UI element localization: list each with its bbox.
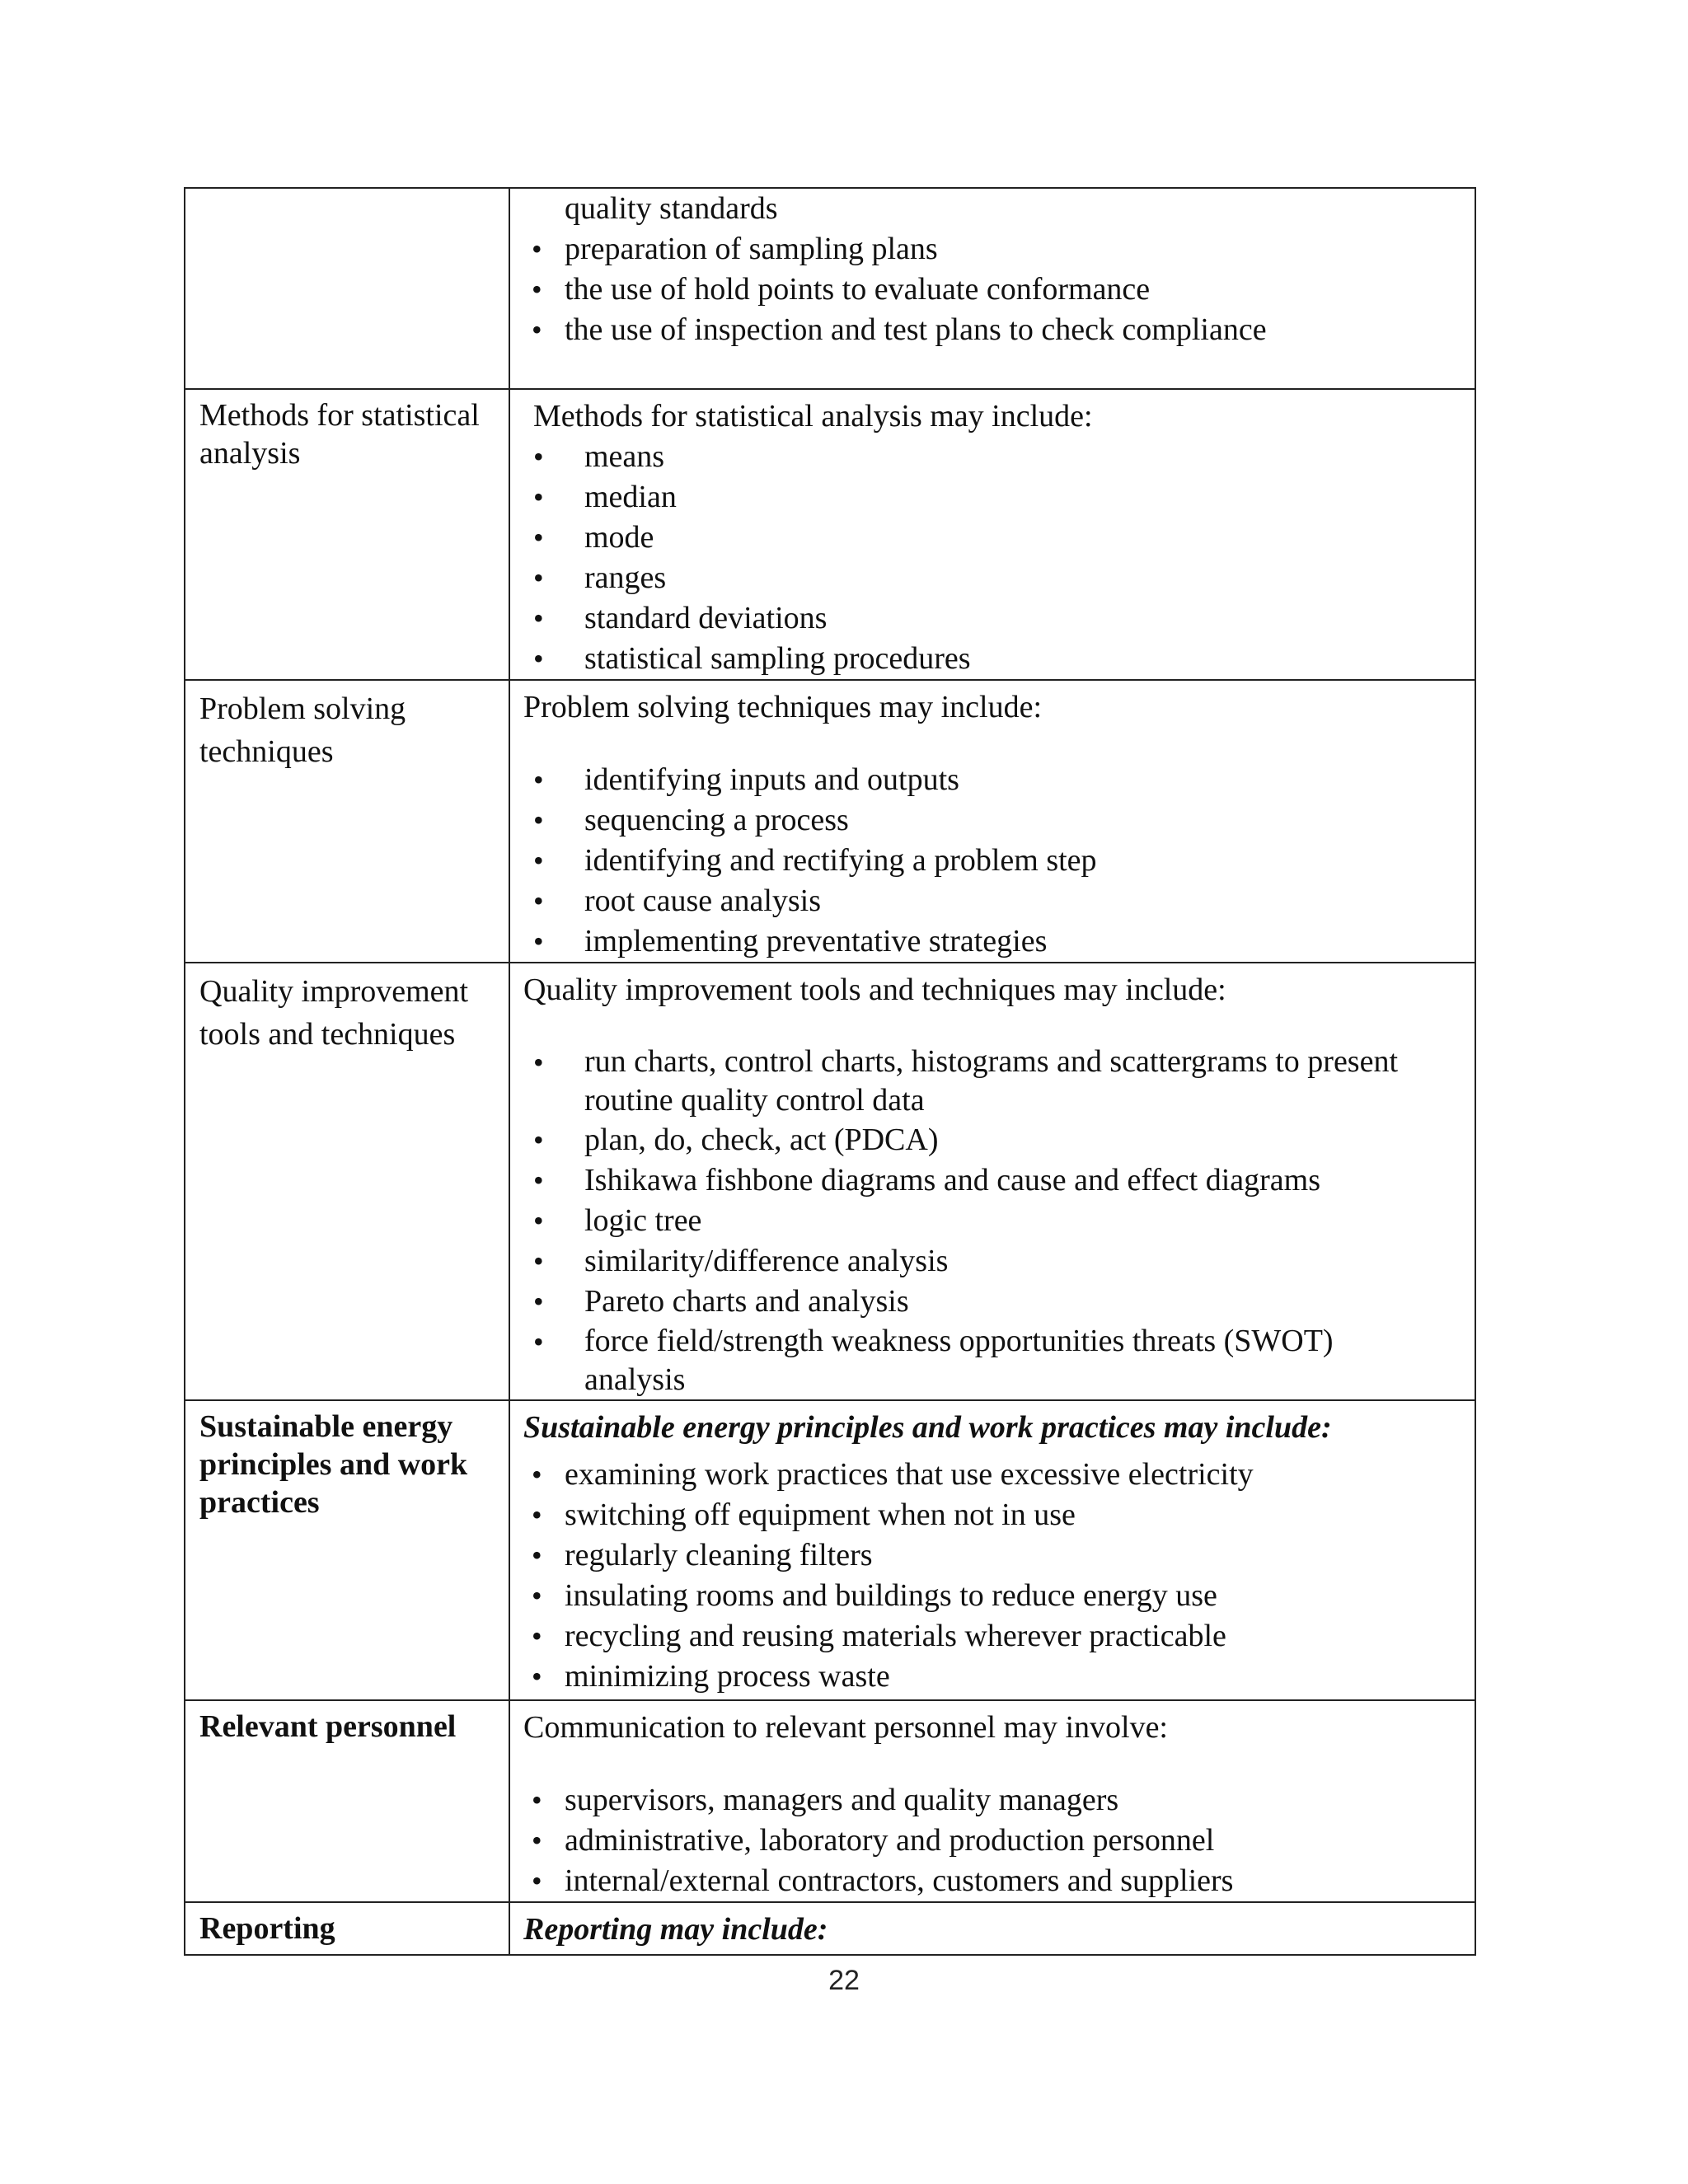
row-label: Quality improvement tools and techniques	[199, 974, 469, 1052]
bullet-list	[510, 1043, 1475, 1399]
list-item: • examining work practices that use excessive electricity	[510, 1455, 1475, 1495]
bullet-icon: •	[532, 1498, 542, 1531]
row-label-cell	[185, 188, 509, 389]
list-item: • plan, do, check, act (PDCA)	[510, 1120, 1475, 1160]
row-intro: Communication to relevant personnel may involve:	[523, 1710, 1168, 1745]
bullet-icon: •	[533, 884, 544, 917]
table-row	[185, 188, 1475, 389]
table-row	[185, 1400, 1475, 1700]
list-item: • supervisors, managers and quality managers	[510, 1780, 1475, 1821]
list-item: • root cause analysis	[510, 881, 1475, 921]
list-item: • insulating rooms and buildings to reduce energy use	[510, 1576, 1475, 1616]
list-item: • sequencing a process	[510, 800, 1475, 841]
row-label-cell	[185, 1902, 509, 1955]
row-label-cell	[185, 1400, 509, 1700]
table-row	[185, 1700, 1475, 1902]
row-label	[185, 189, 509, 195]
row-intro: Reporting may include:	[523, 1912, 828, 1947]
bullet-list	[510, 437, 1475, 679]
bullet-icon: •	[533, 1123, 544, 1156]
list-item: • the use of inspection and test plans to check compliance	[510, 310, 1475, 350]
row-intro: Quality improvement tools and techniques may include:	[523, 972, 1226, 1007]
row-label-cell	[185, 680, 509, 963]
bullet-list	[510, 189, 1475, 350]
bullet-icon: •	[533, 1244, 544, 1277]
list-item: • recycling and reusing materials wherever practicable	[510, 1616, 1475, 1657]
bullet-icon: •	[533, 1164, 544, 1197]
list-item: • internal/external contractors, customers and suppliers	[510, 1861, 1475, 1901]
bullet-icon: •	[533, 844, 544, 877]
list-item: • identifying inputs and outputs	[510, 760, 1475, 800]
list-item: • Ishikawa fishbone diagrams and cause and effect diagrams	[510, 1160, 1475, 1201]
row-intro: Sustainable energy principles and work practices may include:	[523, 1410, 1332, 1445]
row-label: Methods for statistical analysis	[199, 398, 480, 471]
row-label-cell	[185, 389, 509, 680]
list-item: • means	[510, 437, 1475, 477]
row-label: Problem solving techniques	[199, 691, 406, 769]
row-label-cell	[185, 1700, 509, 1902]
bullet-icon: •	[533, 642, 544, 675]
bullet-list	[510, 1780, 1475, 1901]
list-item: • statistical sampling procedures	[510, 639, 1475, 679]
list-item: • Pareto charts and analysis	[510, 1282, 1475, 1322]
row-label: Sustainable energy principles and work practices	[199, 1409, 468, 1520]
bullet-icon: •	[532, 273, 542, 306]
page-number: 22	[828, 1965, 860, 1996]
list-item: • median	[510, 477, 1475, 518]
list-item: • switching off equipment when not in use	[510, 1495, 1475, 1535]
row-label: Relevant personnel	[199, 1709, 457, 1744]
bullet-icon: •	[533, 602, 544, 635]
bullet-icon: •	[532, 313, 542, 346]
row-content-cell	[509, 389, 1475, 680]
bullet-icon: •	[532, 1824, 542, 1857]
bullet-list	[510, 760, 1475, 962]
list-item: • implementing preventative strategies	[510, 921, 1475, 962]
bullet-icon: •	[533, 480, 544, 513]
list-item: • logic tree	[510, 1201, 1475, 1241]
list-item: • mode	[510, 518, 1475, 558]
bullet-icon: •	[533, 1285, 544, 1318]
list-item: • the use of hold points to evaluate conformance	[510, 269, 1475, 310]
bullet-icon: •	[532, 1579, 542, 1612]
bullet-icon: •	[533, 804, 544, 837]
bullet-icon: •	[533, 1046, 544, 1079]
table-row	[185, 680, 1475, 963]
list-item: • ranges	[510, 558, 1475, 598]
bullet-icon: •	[532, 1783, 542, 1816]
bullet-icon: •	[533, 1325, 544, 1358]
table-row	[185, 389, 1475, 680]
bullet-icon: •	[532, 1539, 542, 1572]
row-content-cell	[509, 1700, 1475, 1902]
bullet-icon: •	[533, 925, 544, 958]
list-item: • minimizing process waste	[510, 1657, 1475, 1697]
row-intro: Methods for statistical analysis may include:	[533, 399, 1093, 434]
bullet-icon: •	[533, 763, 544, 796]
table-row	[185, 1902, 1475, 1955]
table-row	[185, 963, 1475, 1400]
bullet-icon: •	[532, 1619, 542, 1652]
list-item: • run charts, control charts, histograms and scattergrams to present routine quality control data	[533, 1044, 1399, 1118]
list-item: • force field/strength weakness opportunities threats (SWOT) analysis	[533, 1324, 1334, 1397]
list-item: • similarity/difference analysis	[510, 1241, 1475, 1282]
list-item: • preparation of sampling plans	[510, 229, 1475, 269]
list-item: • regularly cleaning filters	[510, 1535, 1475, 1576]
bullet-icon: •	[532, 232, 542, 265]
bullet-icon: •	[533, 1204, 544, 1237]
list-item: • identifying and rectifying a problem step	[510, 841, 1475, 881]
bullet-icon: •	[533, 440, 544, 473]
bullet-list	[510, 1455, 1475, 1697]
bullet-icon: •	[532, 1458, 542, 1491]
row-label: Reporting	[199, 1911, 335, 1946]
row-label-cell	[185, 963, 509, 1400]
bullet-icon: •	[532, 1864, 542, 1897]
row-content-cell	[509, 963, 1475, 1400]
row-content-cell	[509, 1902, 1475, 1955]
row-content-cell	[509, 188, 1475, 389]
list-item: • standard deviations	[510, 598, 1475, 639]
bullet-icon: •	[533, 521, 544, 554]
range-statement-table	[184, 187, 1476, 1956]
bullet-icon: •	[532, 1660, 542, 1693]
bullet-icon: •	[533, 561, 544, 594]
list-item: quality standards	[565, 191, 778, 226]
list-item: • administrative, laboratory and production personnel	[510, 1821, 1475, 1861]
row-content-cell	[509, 680, 1475, 963]
row-intro: Problem solving techniques may include:	[523, 690, 1043, 724]
row-content-cell	[509, 1400, 1475, 1700]
